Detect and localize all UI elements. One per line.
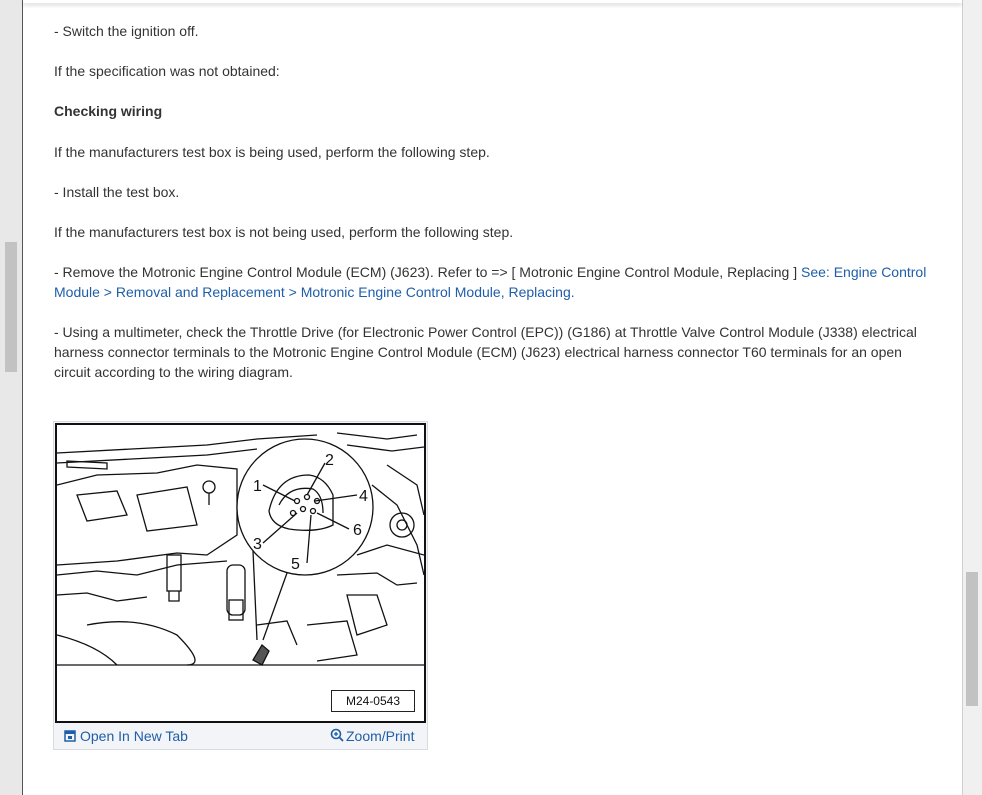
not-obtained-text: If the specification was not obtained: [54, 63, 280, 79]
callout-3: 3 [253, 536, 262, 553]
callout-6: 6 [353, 522, 362, 539]
remove-ecm-link[interactable]: See: Engine Control Module > Removal and Replacement > Motronic Engine Control Module, Replacing. [54, 264, 927, 300]
test-box-used-text: If the manufacturers test box is being used, perform the following step. [54, 144, 490, 160]
zoom-print-label: Zoom/Print [346, 728, 415, 744]
remove-ecm-text: - Remove the Motronic Engine Control Module (ECM) (J623). Refer to => [ Motronic Engine Control Module, Replacing ] [54, 264, 802, 280]
left-scrollbar[interactable] [0, 0, 20, 795]
open-in-new-tab-link[interactable] [64, 726, 188, 747]
open-in-new-tab-label: Open In New Tab [80, 728, 188, 744]
zoom-print-link[interactable] [330, 726, 414, 747]
open-in-new-tab-icon [64, 727, 76, 747]
figure-label: M24-0543 [331, 690, 415, 712]
left-scrollbar-thumb[interactable] [5, 242, 17, 372]
checking-wiring-heading: Checking wiring [54, 103, 163, 119]
callout-5: 5 [291, 556, 300, 573]
figure-container [53, 421, 428, 750]
right-scrollbar-thumb[interactable] [966, 572, 978, 706]
callout-4: 4 [359, 488, 368, 505]
callout-1: 1 [253, 478, 262, 495]
multimeter-step: - Using a multimeter, check the Throttle Drive (for Electronic Power Control (EPC)) (G186) at Throttle Valve Control Module (J338) electrical harness connector terminals to the Motronic Engine Control Module (ECM) (J623) electrical harness connector T60 terminals for an open circuit according to the wiring diagram. [54, 324, 917, 380]
throttle-valve-connector-illustration[interactable] [55, 423, 426, 723]
zoom-in-icon [330, 727, 344, 747]
top-bar [23, 0, 962, 3]
engine-drawing [57, 425, 424, 721]
callout-2: 2 [325, 452, 334, 469]
step-ignition-off: - Switch the ignition off. [54, 23, 199, 39]
document-page [22, 0, 963, 795]
test-box-not-used-text: If the manufacturers test box is not being used, perform the following step. [54, 224, 514, 240]
remove-ecm-step [54, 262, 934, 302]
install-test-box-step: - Install the test box. [54, 184, 180, 200]
